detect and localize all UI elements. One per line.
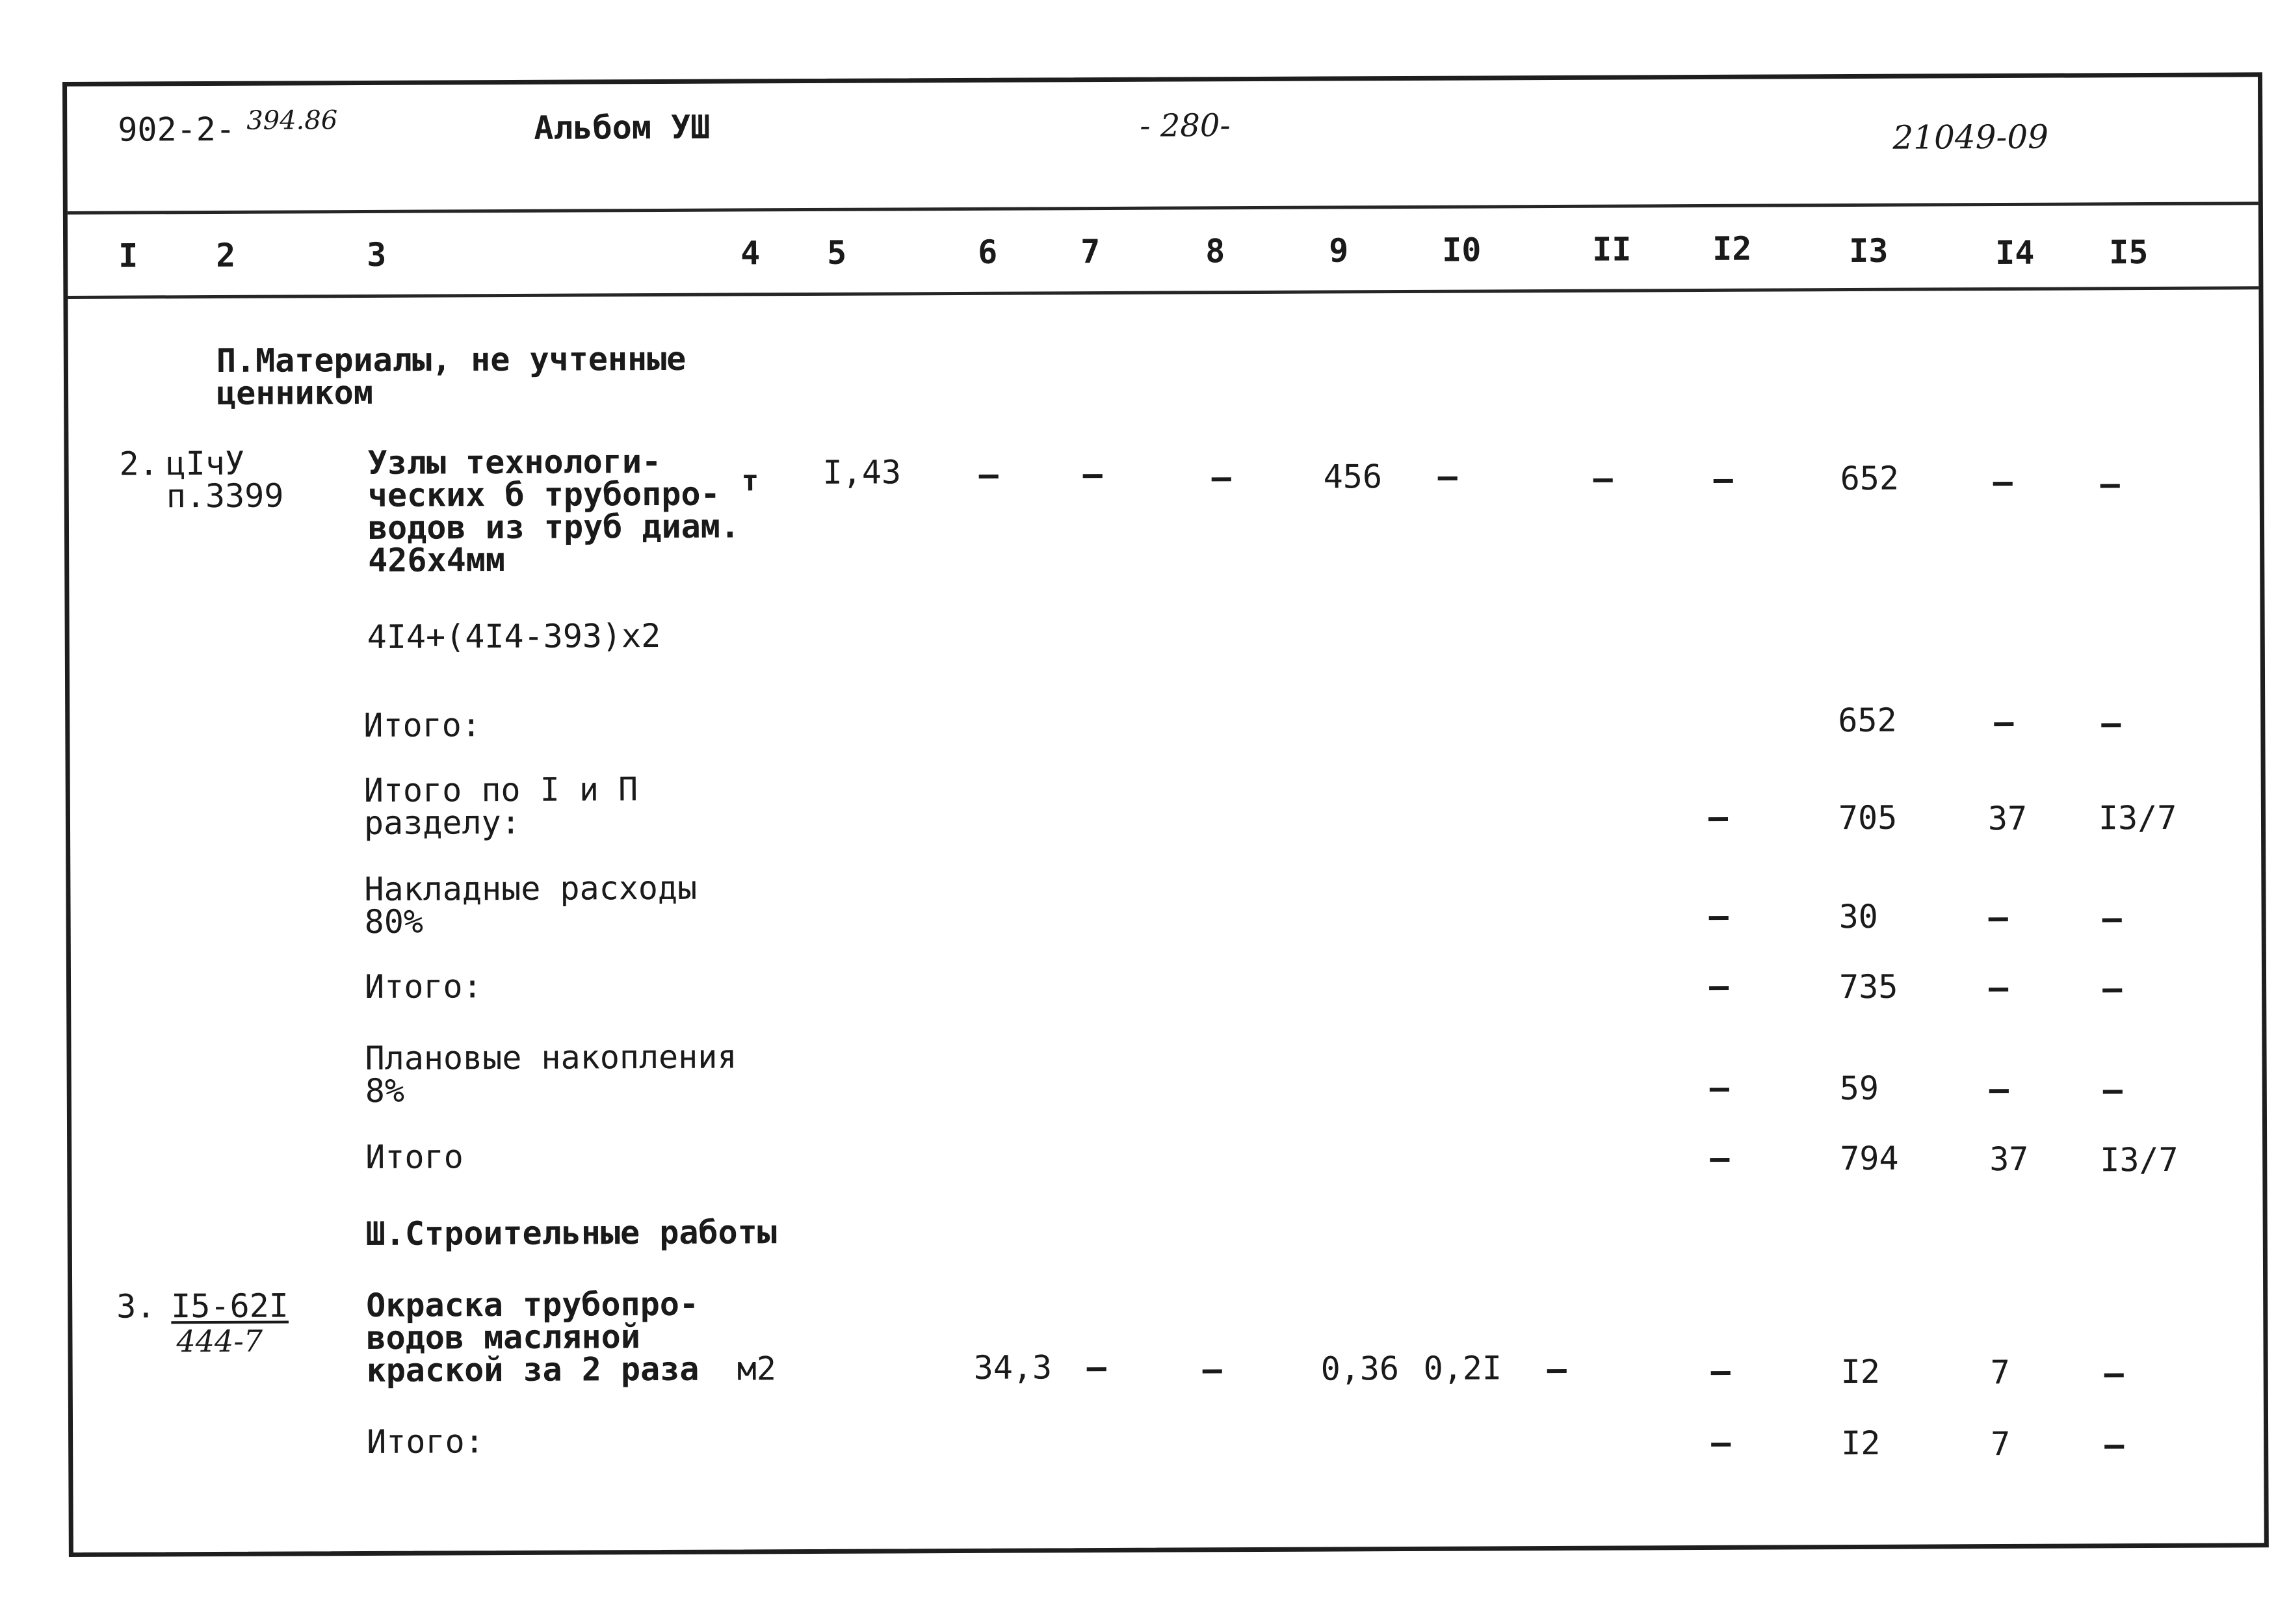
- doc-code: 902-2-: [118, 110, 236, 149]
- final-total-c13: I2: [1841, 1424, 1881, 1463]
- total-4-c13: 735: [1838, 967, 1898, 1006]
- final-total-c12: –: [1711, 1423, 1731, 1461]
- col-num-13: I3: [1849, 231, 1889, 270]
- col-num-6: 6: [978, 233, 998, 271]
- item-3-c12: –: [1710, 1352, 1731, 1390]
- section-2-title: П.Материалы, не учтенные ценником: [216, 339, 687, 412]
- item-3-c7: –: [1086, 1348, 1106, 1387]
- total-6-label: Итого: [365, 1138, 464, 1176]
- total-4-c14: –: [1988, 968, 2009, 1007]
- total-5-c15: –: [2102, 1071, 2123, 1109]
- item-3-c13: I2: [1840, 1352, 1881, 1391]
- item-3-c15: –: [2104, 1354, 2124, 1393]
- total-3-label: Накладные расходы 80%: [364, 869, 698, 941]
- total-4-label: Итого:: [364, 967, 482, 1006]
- item-2-code: цIчУ п.3399: [166, 444, 284, 516]
- total-6-c13: 794: [1840, 1139, 1899, 1178]
- item-3-c9: 0,36: [1320, 1350, 1400, 1388]
- total-4-c15: –: [2102, 969, 2123, 1008]
- item-3-number: 3.: [116, 1287, 156, 1326]
- section-3-title: Ш.Строительные работы: [365, 1213, 778, 1253]
- item-2-c7: –: [1082, 455, 1103, 493]
- col-num-5: 5: [827, 233, 847, 272]
- final-total-c14: 7: [1991, 1424, 2011, 1463]
- item-3-c8: –: [1202, 1350, 1222, 1389]
- total-3-c13: 30: [1838, 897, 1878, 936]
- item-3-c10: 0,2I: [1423, 1349, 1502, 1387]
- total-2-c12: –: [1708, 798, 1729, 836]
- total-1-c15: –: [2101, 704, 2121, 742]
- total-2-c13: 705: [1838, 798, 1898, 837]
- item-2-c13: 652: [1840, 459, 1900, 498]
- item-2-name: Узлы технологи- ческих б трубопро- водов из труб диам. 426х4мм: [367, 442, 740, 579]
- total-5-label: Плановые накопления 8%: [365, 1038, 737, 1110]
- item-2-formula: 4I4+(4I4-393)х2: [367, 616, 661, 656]
- col-num-15: I5: [2109, 233, 2149, 272]
- total-3-c12: –: [1708, 897, 1729, 935]
- column-header-rule: [68, 286, 2258, 299]
- total-6-c12: –: [1710, 1138, 1730, 1177]
- col-num-9: 9: [1329, 231, 1349, 270]
- item-2-c6: –: [978, 455, 999, 493]
- total-6-c14: 37: [1989, 1140, 2029, 1179]
- col-num-4: 4: [740, 234, 761, 272]
- sheet-code: 21049-09: [1892, 118, 2049, 157]
- item-3-c6: 34,3: [973, 1348, 1053, 1387]
- col-num-2: 2: [216, 236, 236, 274]
- item-2-c8: –: [1211, 458, 1231, 497]
- col-num-1: I: [118, 237, 138, 275]
- item-3-name: Окраска трубопро- водов масляной краской за 2 раза: [366, 1285, 700, 1389]
- item-2-c5: I,43: [822, 453, 902, 491]
- item-2-number: 2.: [119, 445, 159, 483]
- item-2-c15: –: [2100, 465, 2120, 503]
- col-num-7: 7: [1080, 233, 1101, 271]
- total-1-c13: 652: [1838, 701, 1897, 740]
- header-rule: [68, 202, 2258, 215]
- total-2-c15: I3/7: [2098, 798, 2177, 837]
- col-num-10: I0: [1442, 231, 1482, 269]
- item-2-c9: 456: [1323, 458, 1383, 496]
- total-5-c12: –: [1709, 1068, 1730, 1107]
- item-2-unit: т: [741, 464, 759, 498]
- total-5-c14: –: [1989, 1069, 2009, 1108]
- item-3-unit: м2: [737, 1350, 776, 1388]
- page-number: - 280-: [1140, 107, 1231, 144]
- total-3-c14: –: [1988, 898, 2008, 937]
- item-2-c10: –: [1437, 457, 1458, 495]
- doc-code-handwritten: 394.86: [246, 105, 338, 136]
- document-sheet: [62, 72, 2269, 1557]
- col-num-14: I4: [1995, 233, 2035, 272]
- item-3-code-bottom: 444-7: [176, 1323, 263, 1359]
- col-num-3: 3: [367, 235, 387, 274]
- total-2-c14: 37: [1987, 799, 2028, 838]
- total-5-c13: 59: [1839, 1069, 1879, 1108]
- total-2-label: Итого по I и П разделу:: [363, 770, 638, 842]
- col-num-12: I2: [1712, 229, 1752, 268]
- final-total-label: Итого:: [367, 1422, 484, 1461]
- item-3-c11: –: [1547, 1350, 1567, 1389]
- total-4-c12: –: [1708, 967, 1729, 1005]
- total-1-c14: –: [1994, 703, 2014, 742]
- item-2-c12: –: [1713, 460, 1733, 498]
- total-6-c15: I3/7: [2100, 1140, 2178, 1179]
- total-3-c15: –: [2102, 899, 2122, 937]
- item-3-code-top: I5-62I: [171, 1287, 289, 1326]
- item-3-c14: 7: [1990, 1353, 2010, 1392]
- col-num-8: 8: [1205, 232, 1225, 270]
- col-num-11: II: [1592, 230, 1632, 268]
- final-total-c15: –: [2104, 1426, 2125, 1464]
- item-2-c11: –: [1593, 459, 1613, 497]
- total-1-label: Итого:: [363, 706, 482, 744]
- album-title: Альбом УШ: [534, 108, 711, 147]
- item-2-c14: –: [1993, 462, 2013, 501]
